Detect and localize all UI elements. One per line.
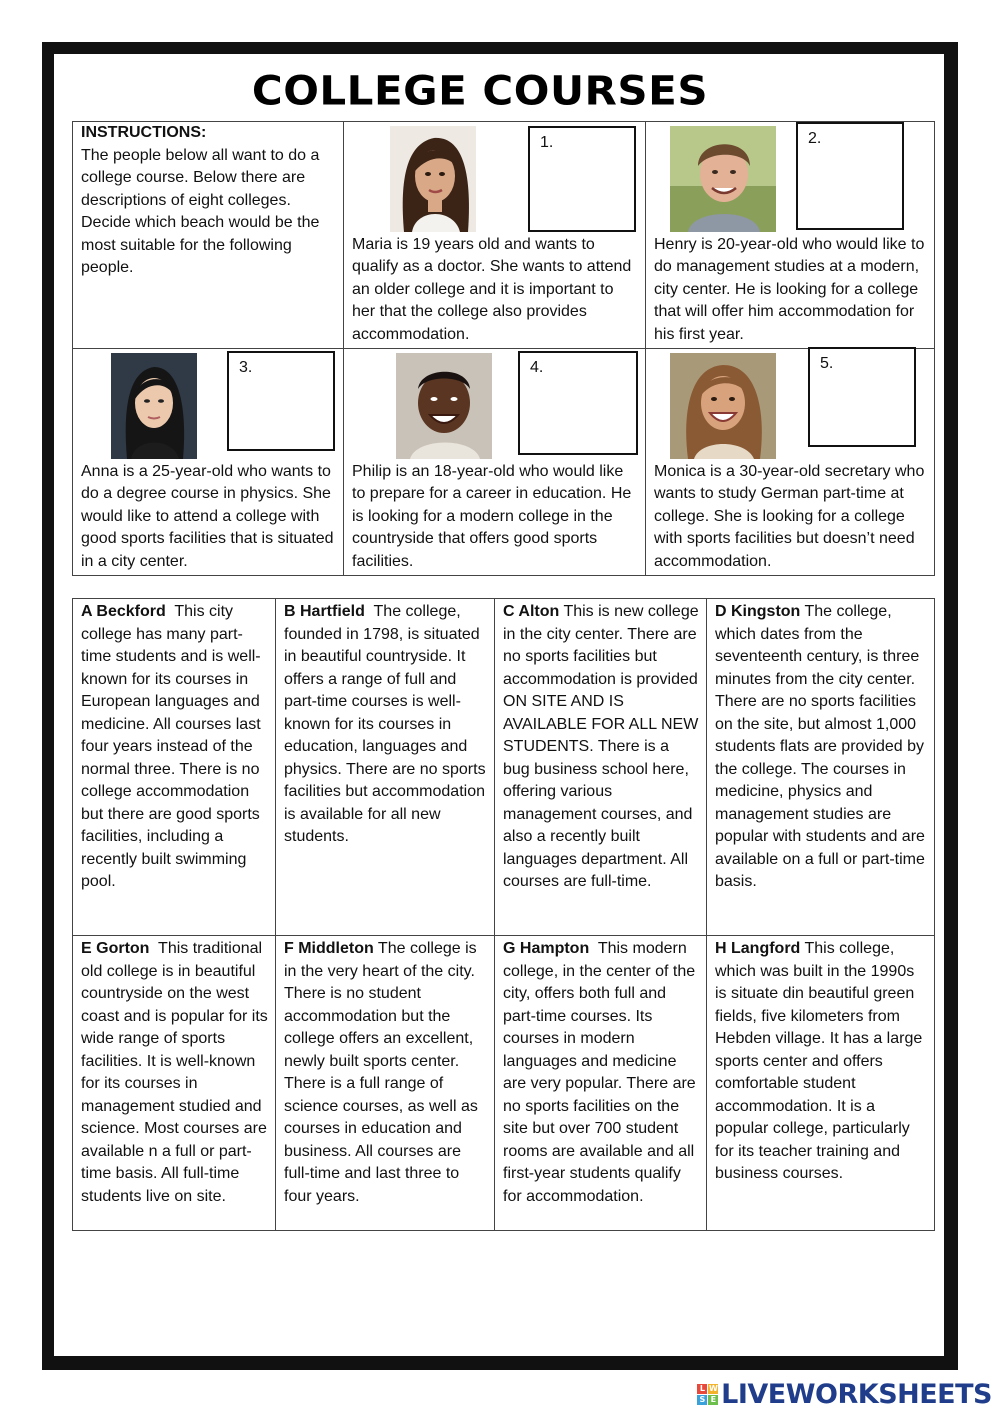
college-name: H Langford — [715, 940, 801, 957]
person-text: Anna is a 25-year-old who wants to do a degree course in physics. She would like to attend a college with good sports facilities that is situated in a city center. — [81, 462, 334, 570]
instructions-cell — [73, 122, 344, 349]
college-h — [707, 936, 935, 1231]
answer-box-3[interactable] — [227, 351, 335, 451]
college-g — [495, 936, 707, 1231]
college-name: E Gorton — [81, 940, 150, 957]
person-text: Monica is a 30-year-old secretary who wants to study German part-time at college. She is looking for a college with sports facilities but doesn’t need accommodation. — [654, 462, 925, 570]
college-text: This is new college in the city center. There are no sports facilities but accommodation is provided ON SITE AND IS AVAILABLE FOR ALL NEW STUDENTS. There is a bug business school here, offering various management courses, and also a recently built languages department. All courses are full-time. — [503, 603, 699, 890]
college-name: F Middleton — [284, 940, 374, 957]
portrait-anna-icon — [111, 353, 197, 459]
answer-number: 1. — [540, 134, 554, 151]
college-name: B Hartfield — [284, 603, 365, 620]
logo-text: LIVEWORKSHEETS — [721, 1379, 992, 1410]
college-f — [276, 936, 495, 1231]
portrait-philip-icon — [396, 353, 492, 459]
college-name: A Beckford — [81, 603, 166, 620]
answer-number: 5. — [820, 355, 834, 372]
answer-box-4[interactable] — [518, 351, 638, 455]
college-e — [73, 936, 276, 1231]
college-name: G Hampton — [503, 940, 590, 957]
college-text: This modern college, in the center of the city, offers both full and part-time courses. Its courses in modern languages and medicine are very popular. There are no sports facilities on the site but over 700 student rooms are available and all first-year students qualify for accommodation. — [503, 940, 696, 1205]
college-name: D Kingston — [715, 603, 801, 620]
college-d — [707, 599, 935, 936]
college-text: The college, which dates from the seventeenth century, is three minutes from the city center. There are no sports facilities on the site, but almost 1,000 students flats are provided by the college. The courses in medicine, physics and management studies are popular with students and are available on a full or part-time basis. — [715, 603, 925, 890]
college-c — [495, 599, 707, 936]
answer-box-2[interactable] — [796, 122, 904, 230]
instructions-heading: INSTRUCTIONS: — [81, 124, 207, 141]
person-cell-4 — [344, 349, 646, 576]
college-b — [276, 599, 495, 936]
person-text: Maria is 19 years old and wants to qualify as a doctor. She wants to attend an older college and it is important to her that the college also provides accommodation. — [352, 235, 632, 343]
college-text: This traditional old college is in beautiful countryside on the west coast and is popular for its wide range of sports facilities. It is well-known for its courses in management studied and science. Most courses are available n a full or part-time basis. All full-time students live on site. — [81, 940, 268, 1205]
person-text: Philip is an 18-year-old who would like to prepare for a career in education. He is looking for a modern college in the countryside that offers good sports facilities. — [352, 462, 632, 570]
answer-number: 4. — [530, 359, 544, 376]
person-cell-5 — [646, 349, 935, 576]
answer-number: 3. — [239, 359, 253, 376]
page-title: COLLEGE COURSES — [251, 67, 709, 114]
logo-mark-icon: L W S E — [697, 1384, 718, 1405]
college-text: This college, which was built in the 1990s is situate din beautiful green fields, five kilometers from Hebden village. It has a large sports center and offers comfortable student accommodation. It is a popular college, particularly for its teacher training and business courses. — [715, 940, 923, 1182]
college-name: C Alton — [503, 603, 560, 620]
person-text: Henry is 20-year-old who would like to do management studies at a modern, city center. He is looking for a college that will offer him accommodation for his first year. — [654, 235, 925, 343]
answer-number: 2. — [808, 130, 822, 147]
answer-box-5[interactable] — [808, 347, 916, 447]
liveworksheets-logo[interactable] — [697, 1379, 992, 1410]
person-cell-1 — [344, 122, 646, 349]
instructions-text: The people below all want to do a college course. Below there are descriptions of eight colleges. Decide which beach would be the most suitable for the following people. — [81, 146, 320, 276]
portrait-henry-icon — [670, 126, 776, 232]
person-cell-2 — [646, 122, 935, 349]
person-cell-3 — [73, 349, 344, 576]
college-text: This city college has many part-time students and is well-known for its courses in European languages and medicine. All courses last four years instead of the normal three. There is no college accommodation but there are good sports facilities, including a recently built swimming pool. — [81, 603, 261, 890]
people-table — [72, 121, 935, 576]
portrait-monica-icon — [670, 353, 776, 459]
college-text: The college, founded in 1798, is situated in beautiful countryside. It offers a range of full and part-time courses is well-known for its courses in education, languages and physics. There are no sports facilities but accommodation is available for all new students. — [284, 603, 486, 845]
colleges-table — [72, 598, 935, 1231]
answer-box-1[interactable] — [528, 126, 636, 232]
portrait-maria-icon — [390, 126, 476, 232]
college-a — [73, 599, 276, 936]
college-text: The college is in the very heart of the city. There is no student accommodation but the college offers an excellent, newly built sports center. There is a full range of science courses, as well as courses in education and business. All courses are full-time and last three to four years. — [284, 940, 478, 1205]
